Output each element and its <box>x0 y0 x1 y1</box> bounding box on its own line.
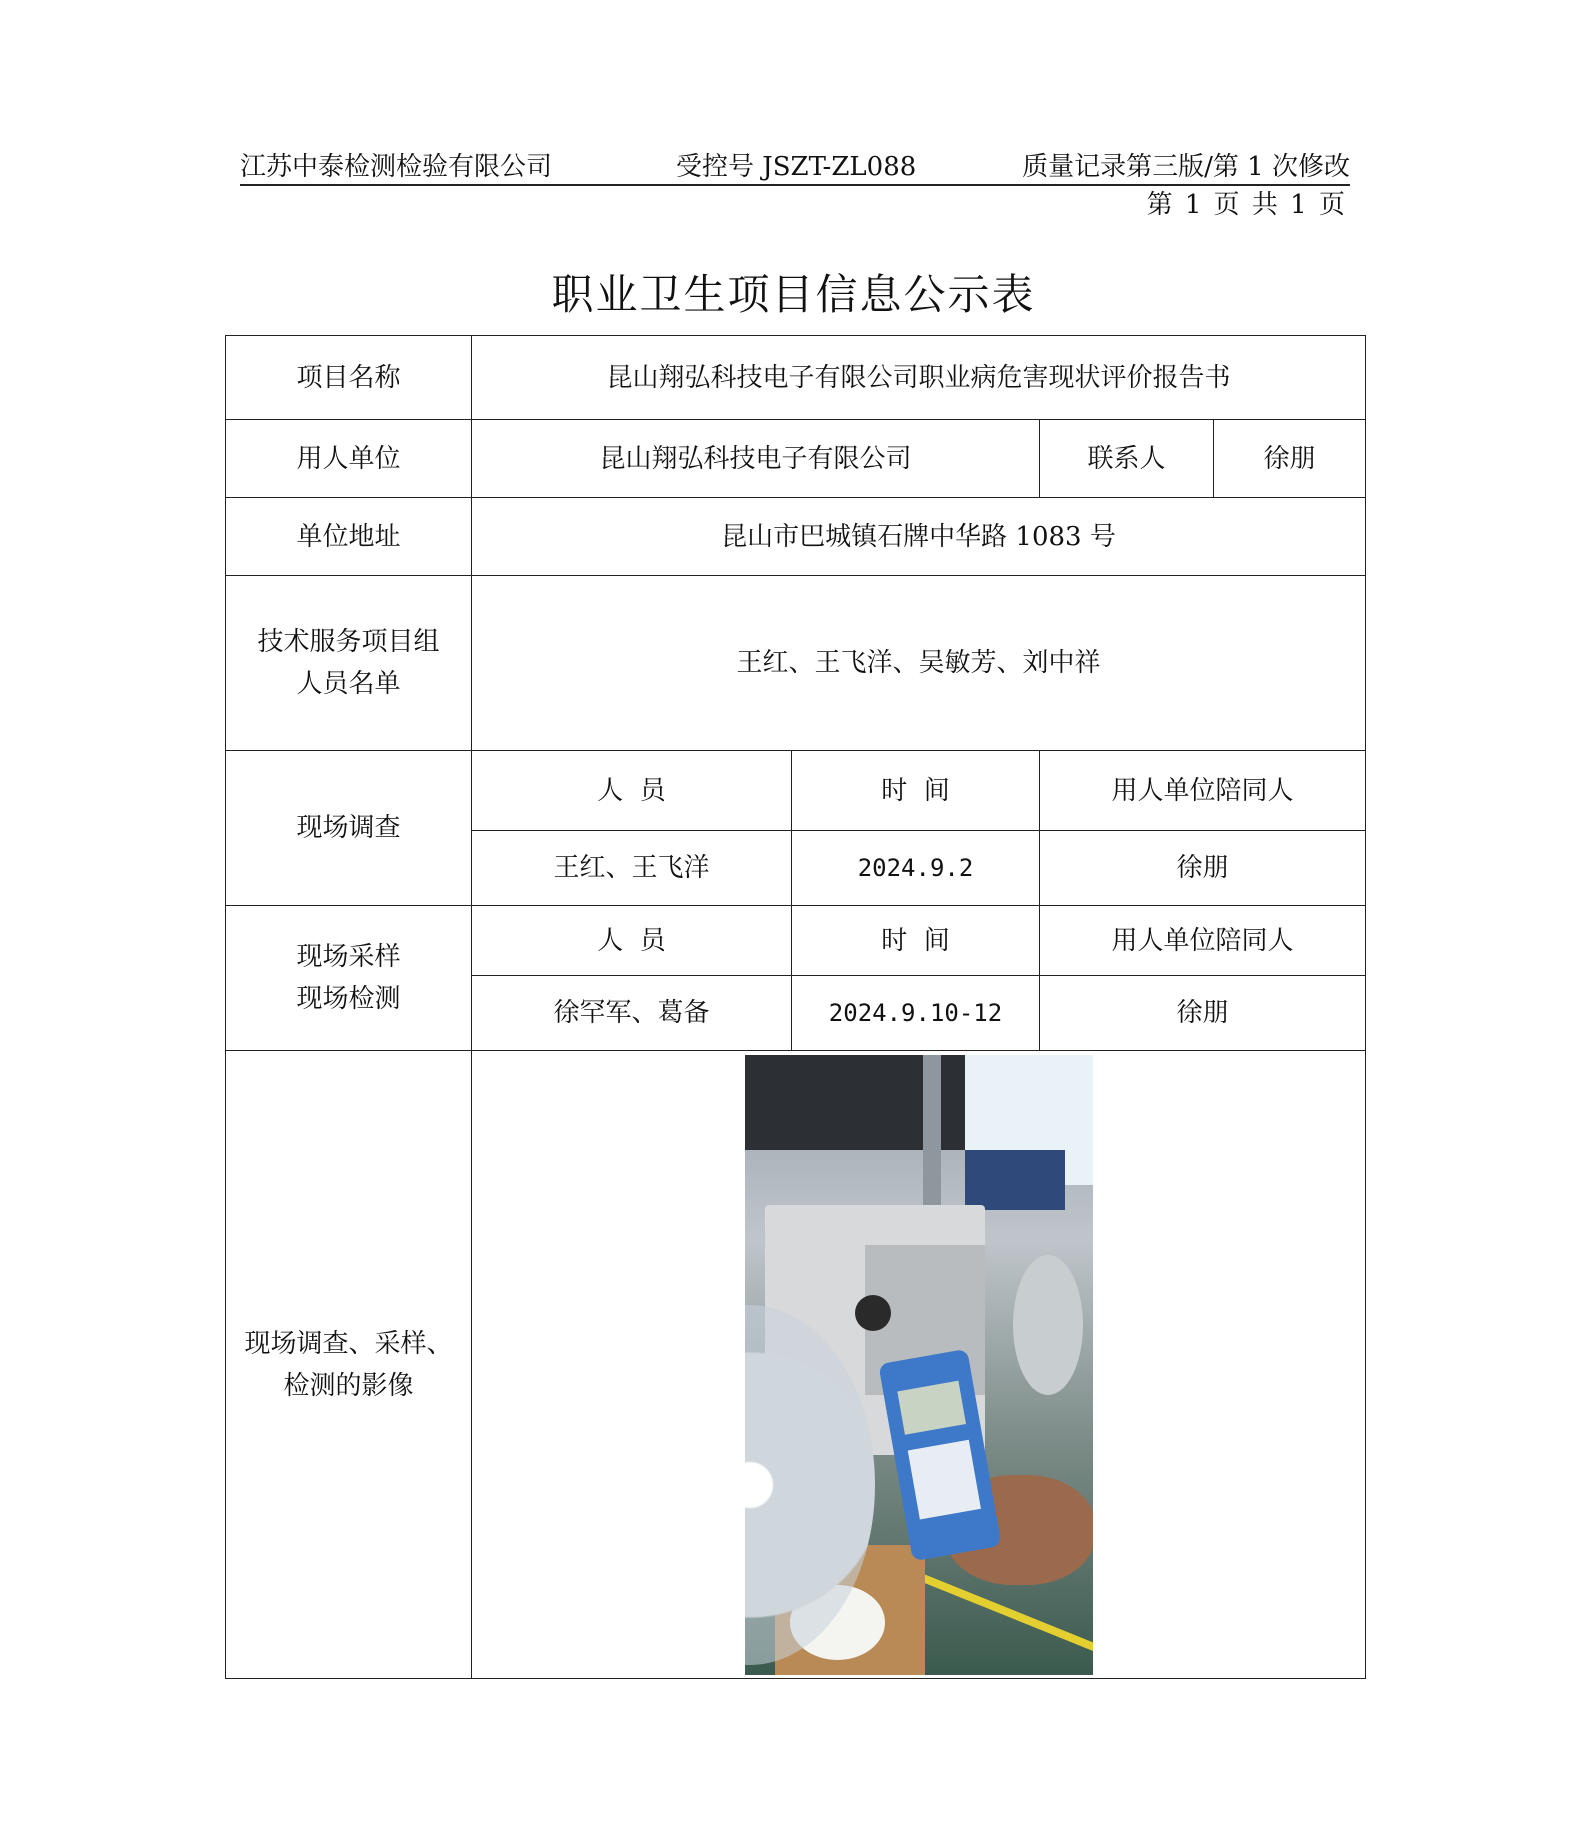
survey-companion: 徐朋 <box>1040 831 1366 906</box>
label-address: 单位地址 <box>226 498 472 576</box>
label-team <box>226 576 472 751</box>
sampling-header-people: 人 员 <box>472 906 792 976</box>
row-team <box>226 576 1366 751</box>
label-images-line1: 现场调查、采样、 <box>244 1328 453 1359</box>
header-page-info: 第 1 页 共 1 页 <box>1146 190 1347 220</box>
label-contact: 联系人 <box>1040 420 1214 498</box>
label-images <box>226 1051 472 1679</box>
photo-fan <box>1013 1255 1083 1395</box>
header-company: 江苏中泰检测检验有限公司 <box>240 152 553 182</box>
survey-people: 王红、王飞洋 <box>472 831 792 906</box>
value-team: 王红、王飞洋、吴敏芳、刘中祥 <box>472 576 1366 751</box>
row-employer <box>226 420 1366 498</box>
label-sampling <box>226 906 472 1051</box>
row-survey-header <box>226 751 1366 831</box>
value-employer: 昆山翔弘科技电子有限公司 <box>472 420 1040 498</box>
label-sampling-line1: 现场采样 <box>296 942 401 972</box>
label-survey: 现场调查 <box>226 751 472 906</box>
label-employer: 用人单位 <box>226 420 472 498</box>
page-title: 职业卫生项目信息公示表 <box>551 270 1036 319</box>
survey-header-companion: 用人单位陪同人 <box>1040 751 1366 831</box>
header-control-number: 受控号 JSZT-ZL088 <box>676 152 917 182</box>
label-images-line2: 检测的影像 <box>283 1370 414 1401</box>
survey-time: 2024.9.2 <box>792 831 1040 906</box>
site-photo <box>745 1055 1093 1675</box>
header-version: 质量记录第三版/第 1 次修改 <box>1022 152 1350 182</box>
sampling-header-companion: 用人单位陪同人 <box>1040 906 1366 976</box>
sampling-time: 2024.9.10-12 <box>792 976 1040 1051</box>
label-team-line2: 人员名单 <box>296 669 401 699</box>
photo-meter-keypad <box>907 1439 980 1519</box>
label-team-line1: 技术服务项目组 <box>257 627 440 657</box>
sampling-header-time: 时 间 <box>792 906 1040 976</box>
value-address: 昆山市巴城镇石牌中华路 1083 号 <box>472 498 1366 576</box>
info-table <box>225 335 1366 1679</box>
images-cell <box>472 1051 1366 1679</box>
label-sampling-line2: 现场检测 <box>296 984 401 1014</box>
label-project-name: 项目名称 <box>226 336 472 420</box>
survey-header-time: 时 间 <box>792 751 1040 831</box>
row-address <box>226 498 1366 576</box>
photo-meter-screen <box>897 1380 966 1434</box>
survey-header-people: 人 员 <box>472 751 792 831</box>
sampling-people: 徐罕军、葛备 <box>472 976 792 1051</box>
value-project-name: 昆山翔弘科技电子有限公司职业病危害现状评价报告书 <box>472 336 1366 420</box>
row-sampling-header <box>226 906 1366 976</box>
sampling-companion: 徐朋 <box>1040 976 1366 1051</box>
photo-shelf <box>965 1150 1065 1210</box>
row-images <box>226 1051 1366 1679</box>
row-project-name <box>226 336 1366 420</box>
value-contact: 徐朋 <box>1214 420 1366 498</box>
photo-meter-microphone <box>855 1295 891 1331</box>
document-header <box>240 140 1350 186</box>
